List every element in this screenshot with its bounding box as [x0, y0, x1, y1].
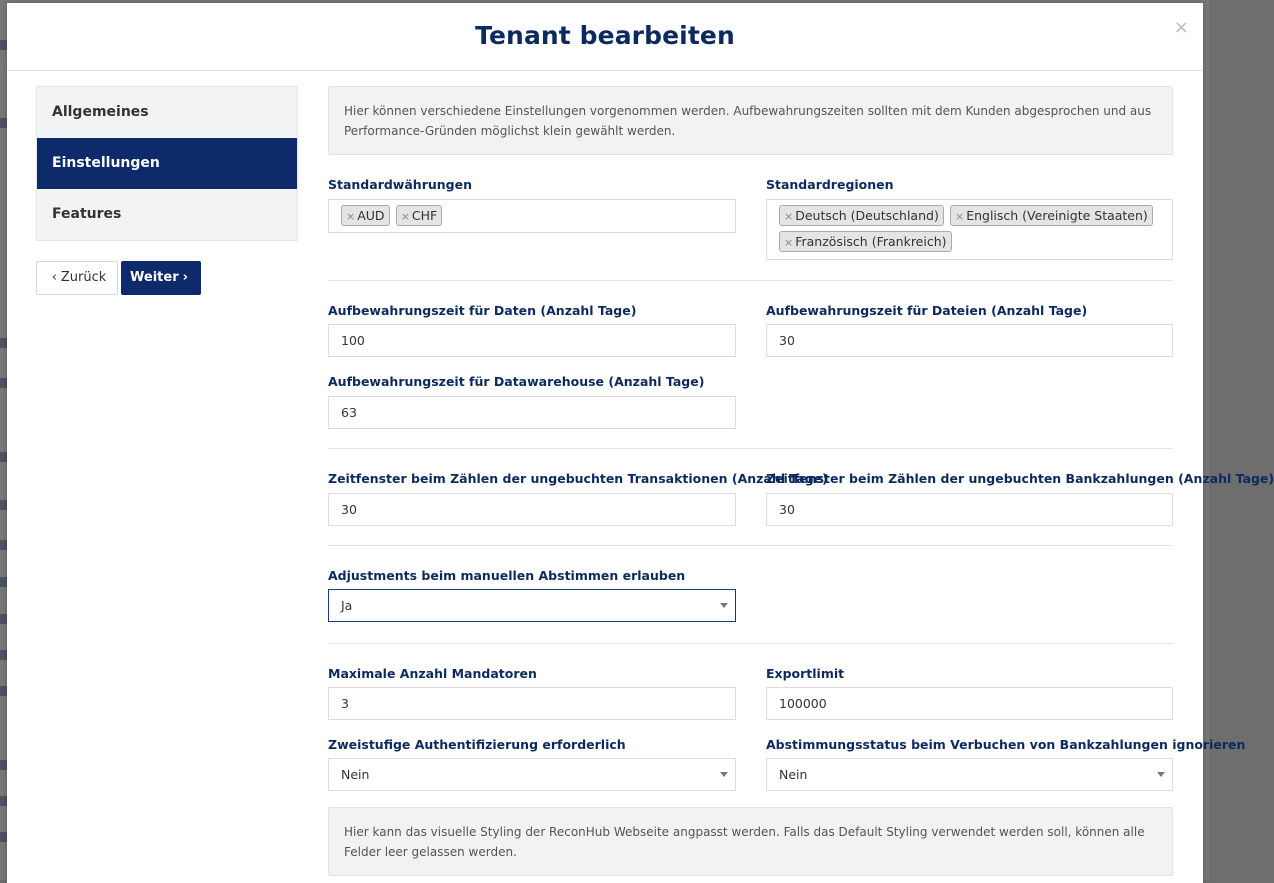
adjustments-select-value: Ja: [341, 598, 353, 613]
back-button-label: Zurück: [60, 270, 107, 285]
currency-tag-label: AUD: [357, 208, 385, 223]
remove-tag-icon[interactable]: ×: [346, 210, 356, 223]
section-divider: [328, 448, 1173, 449]
regions-multiselect[interactable]: [766, 199, 1173, 260]
region-tag[interactable]: [779, 231, 952, 252]
chevron-right-icon: ›: [182, 270, 188, 285]
retention-files-input[interactable]: 30: [766, 324, 1173, 357]
dialog-header: [7, 3, 1203, 71]
remove-tag-icon[interactable]: ×: [784, 210, 794, 223]
adjustments-label: Adjustments beim manuellen Abstimmen erlauben: [328, 568, 686, 583]
currencies-multiselect[interactable]: [328, 199, 736, 233]
next-button-label: Weiter: [130, 270, 179, 285]
window-payments-input[interactable]: 30: [766, 493, 1173, 526]
currency-tag[interactable]: [396, 205, 443, 226]
dropdown-arrow-icon: [720, 603, 728, 608]
window-payments-label: Zeitfenster beim Zählen der ungebuchten Bankzahlungen (Anzahl Tage): [766, 471, 1274, 486]
section-divider: [328, 545, 1173, 546]
back-button[interactable]: [36, 261, 118, 295]
ignore-status-label: Abstimmungsstatus beim Verbuchen von Bankzahlungen ignorieren: [766, 737, 1246, 752]
dropdown-arrow-icon: [720, 772, 728, 777]
retention-data-label: Aufbewahrungszeit für Daten (Anzahl Tage): [328, 303, 637, 318]
export-limit-label: Exportlimit: [766, 666, 845, 681]
currencies-label: Standardwährungen: [328, 177, 472, 192]
dropdown-arrow-icon: [1157, 772, 1165, 777]
currency-tag-label: CHF: [411, 208, 438, 223]
max-mandators-input[interactable]: 3: [328, 687, 736, 720]
region-tag[interactable]: [950, 205, 1153, 226]
nav-item-features[interactable]: Features: [52, 206, 122, 222]
nav-item-allgemeines[interactable]: Allgemeines: [52, 104, 149, 120]
region-tag[interactable]: [779, 205, 944, 226]
step-navigation: [36, 86, 298, 241]
remove-tag-icon[interactable]: ×: [784, 236, 794, 249]
two-factor-select-value: Nein: [341, 767, 370, 782]
adjustments-select[interactable]: [328, 589, 736, 622]
window-transactions-input[interactable]: 30: [328, 493, 736, 526]
max-mandators-label: Maximale Anzahl Mandatoren: [328, 666, 537, 681]
retention-dwh-input[interactable]: 63: [328, 396, 736, 429]
export-limit-input[interactable]: 100000: [766, 687, 1173, 720]
remove-tag-icon[interactable]: ×: [400, 210, 410, 223]
region-tag-label: Französisch (Frankreich): [795, 234, 947, 249]
retention-files-label: Aufbewahrungszeit für Dateien (Anzahl Tage): [766, 303, 1088, 318]
close-icon[interactable]: ×: [1173, 17, 1189, 38]
region-tag-label: Englisch (Vereinigte Staaten): [966, 208, 1148, 223]
styling-info-box: Hier kann das visuelle Styling der ReconHub Webseite angpasst werden. Falls das Default Styling verwendet werden soll, können alle Felder leer gelassen werden.: [328, 807, 1173, 876]
settings-info-box: Hier können verschiedene Einstellungen vorgenommen werden. Aufbewahrungszeiten sollten mit dem Kunden abgesprochen und aus Performance-Gründen möglichst klein gewählt werden.: [328, 86, 1173, 155]
nav-item-einstellungen[interactable]: Einstellungen: [37, 138, 297, 189]
remove-tag-icon[interactable]: ×: [954, 210, 965, 223]
regions-label: Standardregionen: [766, 177, 894, 192]
edit-tenant-dialog: [7, 3, 1274, 883]
dialog-title: Tenant bearbeiten: [475, 21, 735, 50]
two-factor-label: Zweistufige Authentifizierung erforderlich: [328, 737, 626, 752]
chevron-left-icon: ‹: [51, 270, 57, 285]
next-button[interactable]: [121, 261, 201, 295]
ignore-status-select-value: Nein: [779, 767, 808, 782]
two-factor-select[interactable]: [328, 758, 736, 791]
currency-tag[interactable]: [341, 205, 390, 226]
window-transactions-label: Zeitfenster beim Zählen der ungebuchten Transaktionen (Anzahl Tage): [328, 471, 828, 486]
region-tag-label: Deutsch (Deutschland): [795, 208, 939, 223]
ignore-status-select[interactable]: [766, 758, 1173, 791]
section-divider: [328, 280, 1173, 281]
section-divider: [328, 643, 1173, 644]
retention-data-input[interactable]: 100: [328, 324, 736, 357]
retention-dwh-label: Aufbewahrungszeit für Datawarehouse (Anzahl Tage): [328, 374, 705, 389]
